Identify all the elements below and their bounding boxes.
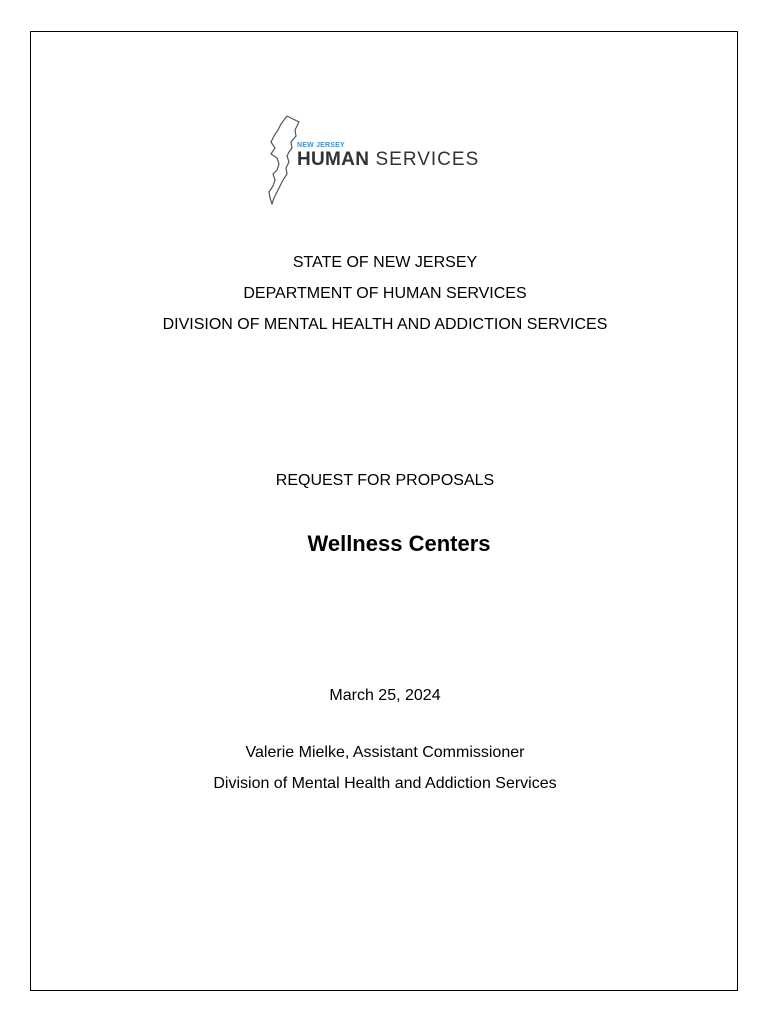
rfp-label: REQUEST FOR PROPOSALS — [275, 472, 495, 489]
signatory-division: Division of Mental Health and Addiction Services — [213, 775, 557, 792]
document-date: March 25, 2024 — [329, 687, 441, 704]
header-department: DEPARTMENT OF HUMAN SERVICES — [243, 285, 527, 302]
header-division: DIVISION OF MENTAL HEALTH AND ADDICTION SERVICES — [162, 316, 608, 333]
logo-services-label: SERVICES — [369, 149, 480, 170]
signatory-name: Valerie Mielke, Assistant Commissioner — [245, 744, 525, 761]
document-title: Wellness Centers — [307, 531, 491, 556]
header-state: STATE OF NEW JERSEY — [292, 254, 478, 271]
logo-wordmark — [297, 149, 479, 171]
nj-human-services-logo — [265, 108, 505, 208]
logo-state-label: NEW JERSEY — [297, 142, 345, 149]
logo-human-label: HUMAN — [297, 149, 370, 170]
